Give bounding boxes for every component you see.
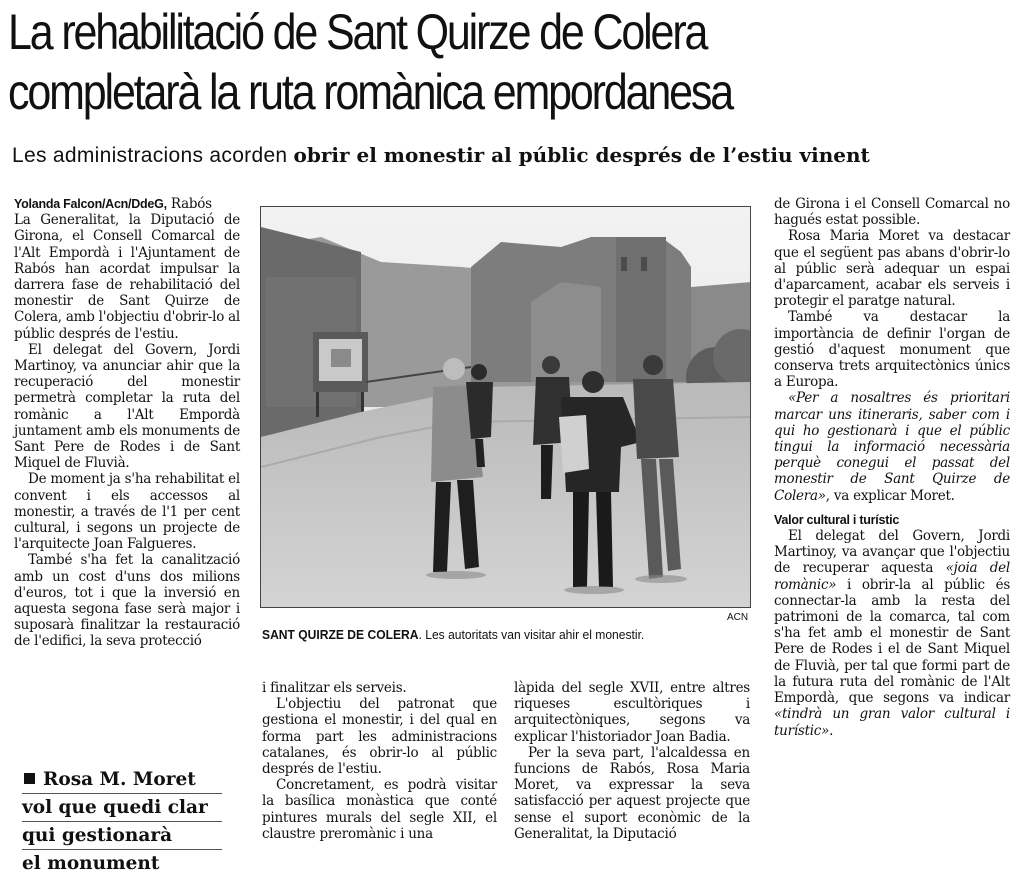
headline-line-1: La rehabilitació de Sant Quirze de Colera (8, 4, 707, 60)
pull-quote (22, 766, 222, 878)
pull-quote-line: vol que quedi clar (22, 794, 222, 822)
quote-attribution: , va explicar Moret. (825, 487, 955, 504)
article-photo (260, 206, 751, 608)
paragraph-end: . (829, 722, 834, 739)
section-subtitle: Valor cultural i turístic (774, 512, 900, 527)
paragraph: La Generalitat, la Diputació de Girona, el Consell Comarcal de l'Alt Empordà i l'Ajuntament de Rabós han acordat impulsar la darrera fase de rehabilitació del monestir de Sant Quirze de Colera, amb l'objectiu d'obrir-lo al públic després de l'estiu. (14, 212, 240, 342)
caption-text: . Les autoritats van visitar ahir el monestir. (418, 627, 645, 642)
paragraph-text: i obrir-la al públic és connectar-la amb la resta del patrimoni de la comarca, tal com s'ha fet amb el monestir de Sant Pere de Rodes i el de Sant Miquel de Fluvià, per tal que formi part de la futura ruta del romànic de l'Alt Empordà, que segons va indicar (774, 576, 1010, 707)
paragraph: També s'ha fet la canalització amb un cost d'uns dos milions d'euros, tot i que la inversió en aquesta segona fase serà major i suposarà finalitzar la restauració de l'edifici, la seva protecció (14, 552, 240, 650)
byline-place: Rabós (166, 196, 212, 212)
paragraph: Rosa Maria Moret va destacar que el següent pas abans d'obrir-lo al públic serà adequar un espai d'aparcament, acabar els serveis i protegir el paratge natural. (774, 228, 1010, 310)
pull-quote-line: qui gestionarà (22, 822, 222, 850)
paragraph: i finalitzar els serveis. (262, 680, 407, 696)
paragraph: El delegat del Govern, Jordi Martinoy, va anunciar ahir que la recuperació del monestir permetrà completar la ruta del romànic a l'Alt Empordà juntament amb els monuments de Sant Pere de Rodes i de Sant Miquel de Fluvià. (14, 341, 240, 472)
photo-monastery-visit (261, 207, 751, 608)
pull-quote-line: el monument (22, 853, 160, 874)
subhead-plain: Les administracions acorden (12, 144, 294, 167)
paragraph: de Girona i el Consell Comarcal no hagués estat possible. (774, 196, 1010, 229)
byline-author: Yolanda Falcon/Acn/DdeG, (14, 197, 167, 211)
paragraph: També va destacar la importància de definir l'organ de gestió d'aquest monument que conserva trets arquitectònics únics a Europa. (774, 309, 1010, 391)
paragraph: làpida del segle XVII, entre altres riqueses escultòriques i arquitectòniques, segons va explicar l'historiador Joan Badia. (514, 680, 750, 745)
square-bullet-icon (24, 773, 35, 784)
paragraph-quote: «joia del romànic» (774, 560, 1010, 593)
quote-text: «Per a nosaltres és prioritari marcar uns itineraris, saber com i qui ho gestionarà i que el públic tingui la informació necessària perquè conegui el passat del monestir de Sant Quirze de Colera» (774, 390, 1010, 504)
paragraph-quote: «tindrà un gran valor cultural i turístic» (774, 706, 1010, 739)
paragraph: Concretament, es podrà visitar la basílica monàstica que conté pintures murals del segle XII, el claustre preromànic i una (262, 777, 497, 842)
photo-caption (262, 626, 718, 643)
article-column-1 (14, 196, 240, 650)
pull-quote-line (22, 766, 222, 794)
quote-paragraph (774, 390, 1010, 503)
article-column-2 (262, 680, 497, 842)
subhead-bold: obrir el monestir al públic després de l’estiu vinent (293, 143, 870, 167)
headline-line-2: completarà la ruta romànica empordanesa (8, 64, 733, 120)
pull-quote-text: Rosa M. Moret (43, 769, 196, 790)
paragraph: De moment ja s'ha rehabilitat el convent i els accessos al monestir, a través de l'1 per cent cultural, i segons un projecte de l'arquitecte Joan Falgueres. (14, 471, 240, 553)
subhead (12, 141, 1012, 170)
photo-credit: ACN (727, 612, 749, 623)
paragraph: Per la seva part, l'alcaldessa en funcions de Rabós, Rosa Maria Moret, va expressar la seva satisfacció per aquest projecte que sense el suport econòmic de la Generalitat, la Diputació (514, 744, 750, 842)
article-column-3 (514, 680, 750, 842)
caption-place: SANT QUIRZE DE COLERA (262, 627, 419, 642)
paragraph-text: El delegat del Govern, Jordi Martinoy, va avançar que l'objectiu de recuperar aquesta (774, 528, 1010, 577)
byline-paragraph (14, 196, 240, 212)
article-column-4 (774, 196, 1010, 739)
paragraph: L'objectiu del patronat que gestiona el monestir, i del qual en forma part les administracions catalanes, és obrir-lo al públic després de l'estiu. (262, 696, 497, 778)
paragraph (774, 528, 1010, 739)
headline (8, 2, 877, 122)
